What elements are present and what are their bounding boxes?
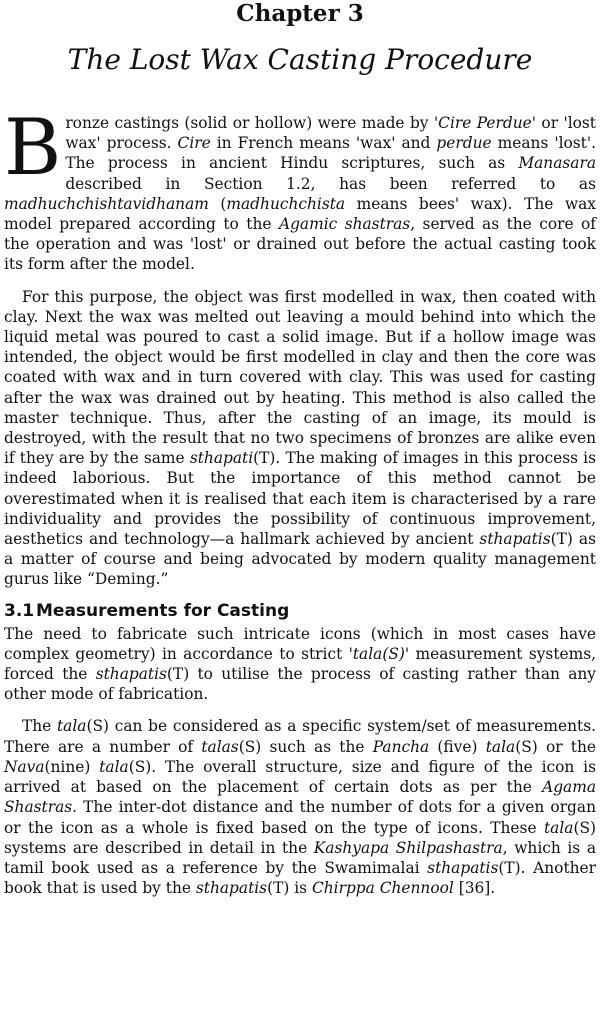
italic-term: Nava: [4, 757, 45, 776]
italic-term: perdue: [436, 134, 492, 153]
text-run: (T) as a matter of course and being advocated by modern quality management gurus like “Deming.”: [4, 530, 596, 589]
italic-term: Cire: [177, 134, 211, 153]
text-run: means bees' wax). The wax model prepared according to the: [4, 194, 596, 234]
text-run: (S). The overall structure, size and figure of the icon is arrived at based on the placement of certain dots as per the: [4, 757, 596, 797]
italic-term: Kashyapa Shilpashastra: [313, 838, 503, 857]
italic-term: sthapatis: [427, 858, 499, 877]
text-run: or 'lost wax' process.: [65, 114, 596, 153]
text-run: (S) can be considered as a specific system/set of measurements. There are a number of: [4, 717, 596, 756]
text-run: (T) is: [267, 879, 312, 898]
paragraph-intro: [4, 103, 597, 275]
italic-term: Manasara: [518, 154, 596, 173]
section-title: Measurements for Casting: [36, 600, 290, 621]
section-heading: [4, 600, 596, 622]
italic-term: Chirppa Chennool: [311, 879, 454, 898]
text-run: (nine): [44, 757, 100, 776]
italic-term: Agamic shastras: [278, 215, 411, 234]
chapter-title: The Lost Wax Casting Procedure: [67, 43, 533, 76]
text-run: The need to fabricate such intricate icons (which in most cases have complex geometry) in accordance to strict: [4, 624, 596, 663]
paragraph-method: [4, 287, 596, 590]
italic-term: 'Cire Perdue': [433, 114, 536, 132]
italic-term: sthapatis: [195, 879, 268, 898]
italic-term: 'tala(S)': [348, 644, 410, 663]
italic-term: tala: [543, 818, 574, 837]
italic-term: madhuchchista: [226, 194, 346, 213]
text-run: (S) systems are described in detail in the: [4, 818, 596, 857]
text-run: (: [208, 194, 227, 213]
italic-term: tala: [57, 717, 87, 736]
italic-term: Pancha: [372, 737, 430, 756]
text-run: ronze castings (solid or hollow) were made by: [65, 114, 434, 132]
text-run: (S) such as the: [238, 737, 373, 756]
text-run: . The inter-dot distance and the number of dots for a given organ or the icon as a whole is fixed based on the type of icons. These: [4, 798, 596, 837]
italic-term: tala: [485, 737, 516, 756]
paragraph-intro-text: [4, 103, 597, 274]
text-run: (T). Another book that is used by the: [4, 858, 597, 898]
text-run: measurement systems, forced the: [4, 644, 596, 684]
italic-term: madhuchchishtavidhanam: [4, 194, 209, 213]
italic-term: Agama Shastras: [4, 778, 596, 817]
text-run: described in Section 1.2, has been referred to as: [65, 174, 596, 193]
italic-term: tala: [99, 757, 129, 776]
italic-term: talas: [201, 737, 239, 756]
text-run: (T). The making of images in this process is indeed laborious. But the importance of this method cannot be overestimated when it is realised that each item is characterised by a rare individuality and provides the possibility of continuous improvement, aesthetics and technology—a hallmark achieved by ancient: [4, 449, 596, 549]
drop-cap: B: [4, 103, 62, 193]
text-run: (S) or the: [515, 737, 596, 756]
text-run: in French means 'wax' and: [210, 134, 437, 153]
section-number: 3.1: [4, 600, 35, 621]
text-run: The: [22, 717, 57, 736]
paragraph-measurements: [4, 624, 596, 705]
text-run: , served as the core of the operation and was 'lost' or drained out before the actual casting took its form after the model.: [4, 215, 597, 274]
italic-term: sthapatis: [479, 530, 551, 549]
text-run: [36].: [453, 879, 496, 898]
text-run: (T) to utilise the process of casting rather than any other mode of fabrication.: [4, 665, 596, 704]
chapter-body: [4, 103, 597, 898]
text-run: means 'lost'. The process in ancient Hindu scriptures, such as: [65, 134, 596, 173]
chapter-label: Chapter 3: [236, 0, 364, 27]
paragraph-tala: [4, 716, 596, 898]
text-run: , which is a tamil book used as a reference by the Swamimalai: [4, 838, 596, 877]
text-run: For this purpose, the object was first modelled in wax, then coated with clay. Next the wax was melted out leaving a mould behind into which the liquid metal was poured to cast a solid image. But if a hollow image was intended, the object would be first modelled in clay and then the core was coated with wax and in turn covered with clay. This was used for casting after the wax was drained out by heating. This method is also called the master technique. Thus, after the casting of an image, its mould is destroyed, with the result that no two specimens of bronzes are alike even if they are by the same: [4, 287, 596, 468]
italic-term: sthapatis: [95, 665, 167, 684]
text-run: (five): [429, 737, 486, 756]
italic-term: sthapati: [189, 449, 254, 468]
